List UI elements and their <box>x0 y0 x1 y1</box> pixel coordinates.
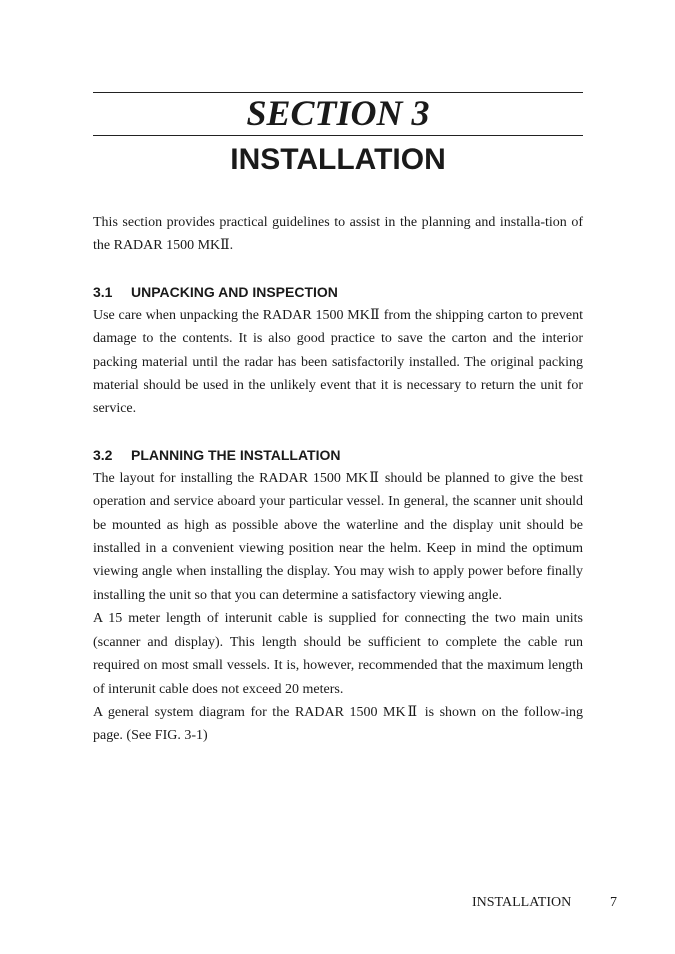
section-3-2-paragraph-2: A 15 meter length of interunit cable is supplied for connecting the two main units (scanner and display). This length should be sufficient to complete the cable run required on most small vessels. It is, however, recommended that the maximum length of interunit cable does not exceed 20 meters. <box>93 611 583 697</box>
section-3-1-heading <box>93 281 583 304</box>
footer-page-number: 7 <box>610 895 617 910</box>
section-3-2-paragraph-3: A general system diagram for the RADAR 1500 MKⅡ is shown on the follow-ing page. (See FIG. 3-1) <box>93 704 583 744</box>
intro-paragraph: This section provides practical guidelines to assist in the planning and installa-tion of the RADAR 1500 MKⅡ. <box>93 215 583 254</box>
section-title: SECTION 3 <box>246 93 430 133</box>
chapter-title: INSTALLATION <box>230 143 446 176</box>
section-3-2 <box>93 444 583 748</box>
section-3-2-title: PLANNING THE INSTALLATION <box>131 446 341 463</box>
section-3-2-heading <box>93 444 583 467</box>
spacer <box>93 258 583 281</box>
footer-chapter-label: INSTALLATION <box>472 895 572 910</box>
body-content <box>93 211 583 748</box>
title-bottom-rule <box>93 135 583 136</box>
section-3-1-title: UNPACKING AND INSPECTION <box>131 283 338 300</box>
section-3-2-number: 3.2 <box>93 446 113 463</box>
section-3-2-paragraph-1: The layout for installing the RADAR 1500 MKⅡ should be planned to give the best operation and service aboard your particular vessel. In general, the scanner unit should be mounted as high as possible above the waterline and the display unit should be installed in a convenient viewing position near the helm. Keep in mind the optimum viewing angle when installing the display. You may wish to apply power before finally installing the unit so that you can determine a satisfactory viewing angle. <box>93 470 583 603</box>
section-3-1 <box>93 281 583 421</box>
spacer <box>93 421 583 444</box>
section-3-1-number: 3.1 <box>93 283 113 300</box>
section-3-1-paragraph: Use care when unpacking the RADAR 1500 MKⅡ from the shipping carton to prevent damage to the contents. It is also good practice to save the carton and the interior packing material until the radar has been satisfactorily installed. The original packing material should be used in the unlikely event that it is necessary to return the unit for service. <box>93 307 583 417</box>
